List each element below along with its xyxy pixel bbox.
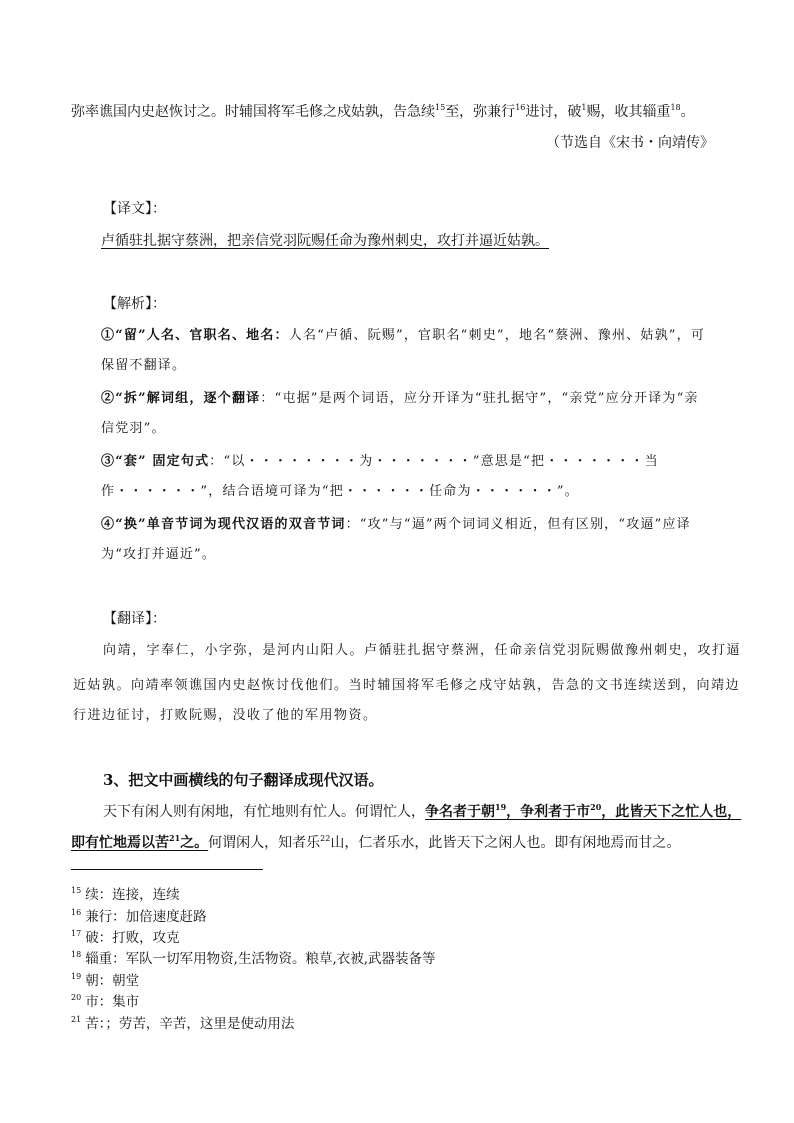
jiexi-item-4-cont: 为“攻打并逼近”。 — [101, 547, 217, 562]
jiexi-item-2 — [101, 389, 699, 409]
footnote-text: 兼行：加倍速度赶路 — [85, 909, 207, 925]
passage-text: 。 — [680, 104, 695, 120]
footnote-number: 18 — [71, 950, 82, 959]
jiexi-item-1 — [101, 326, 705, 346]
jiexi-item-3-text: ：“以・・・・・・・・为・・・・・・・”意思是“把・・・・・・・当 — [209, 454, 659, 469]
jiexi-item-2-cont: 信党羽”。 — [101, 421, 166, 436]
question-3-line — [71, 833, 680, 853]
jiexi-item-3-label: ③“套” 固定句式 — [101, 454, 210, 469]
q3-text: 山，仁者乐水，此皆天下之闲人也。即有闲地焉而甘之。 — [330, 835, 681, 851]
fanyi-heading: 【翻译】： — [103, 611, 166, 627]
footnote-ref-17[interactable]: 1 — [581, 103, 587, 112]
question-3-title: 3、把文中画横线的句子翻译成现代汉语。 — [103, 771, 384, 789]
footnote-text: 朝：朝堂 — [85, 973, 140, 989]
footnote-separator — [71, 869, 263, 870]
jiexi-item-4 — [101, 515, 691, 535]
footnote-ref-22[interactable]: 22 — [320, 834, 331, 843]
jiexi-heading: 【解析】： — [103, 296, 166, 312]
footnote-text: 苦：；劳苦，辛苦，这里是使动用法 — [85, 1016, 295, 1032]
fanyi-line: 近姑孰。向靖率领谯国内史赵恢讨伐他们。当时辅国将军毛修之戍守姑孰，告急的文书连续送到，向靖边 — [73, 678, 741, 693]
footnote-number: 20 — [71, 993, 82, 1002]
footnote-number: 16 — [71, 908, 82, 917]
footnote-text: 续：连接，连续 — [85, 887, 180, 903]
passage-line — [71, 102, 695, 122]
fanyi-line: 向靖，字奉仁，小字弥，是河内山阳人。卢循驻扎据守蔡洲，任命亲信党羽阮赐做豫州刺史，攻打逼 — [103, 643, 742, 658]
jiexi-item-4-label: ④“换”单音节词为现代汉语的双音节词 — [101, 517, 346, 532]
footnote-number: 19 — [71, 972, 82, 981]
q3-underlined-text: 争名者于朝 — [425, 804, 495, 820]
footnote-number: 17 — [71, 929, 82, 938]
jiexi-item-2-label: ②“拆”解词组，逐个翻译 — [101, 391, 261, 406]
footnote-text: 破：打败，攻克 — [85, 930, 180, 946]
jiexi-item-3 — [101, 452, 659, 472]
footnote — [71, 1010, 294, 1034]
jiexi-item-3-cont: 作・・・・・・”，结合语境可译为“把・・・・・・任命为・・・・・・”。 — [101, 484, 579, 499]
footnote — [71, 881, 180, 905]
passage-text: 赐，收其辎重 — [586, 104, 671, 120]
passage-source: （节选自《宋书・向靖传》 — [546, 135, 714, 151]
footnote-ref-21[interactable]: 21 — [169, 833, 181, 843]
q3-underlined-text: 之。 — [180, 835, 209, 851]
q3-underlined-text: ，此皆天下之忙人也， — [601, 804, 742, 820]
q3-underlined-sentence — [425, 804, 741, 820]
footnote-text: 市：集市 — [85, 994, 140, 1010]
footnote-number: 15 — [71, 886, 82, 895]
q3-underlined-sentence — [71, 835, 208, 851]
footnote-number: 21 — [71, 1015, 82, 1024]
footnote-text: 辎重：军队一切军用物资,生活物资。粮草,衣被,武器装备等 — [85, 951, 436, 967]
fanyi-line: 行进边征讨，打败阮赐，没收了他的军用物资。 — [73, 708, 378, 723]
passage-text: 至，弥兼行 — [445, 104, 516, 120]
q3-underlined-text: 即有忙地焉以苦 — [71, 835, 169, 851]
footnote-ref-16[interactable]: 16 — [515, 103, 526, 112]
jiexi-item-1-label: ①“留”人名、官职名、地名： — [101, 328, 289, 343]
yiwen-heading: 【译文】： — [103, 201, 166, 217]
jiexi-item-1-cont: 保留不翻译。 — [101, 358, 187, 373]
yiwen-text: 卢循驻扎据守蔡洲，把亲信党羽阮赐任命为豫州刺史，攻打并逼近姑孰。 — [101, 233, 549, 249]
footnote-ref-18[interactable]: 18 — [670, 103, 681, 112]
jiexi-item-1-text: 人名“卢循、阮赐”，官职名“刺史”，地名“蔡洲、豫州、姑孰”，可 — [288, 328, 706, 343]
q3-text: 天下有闲人则有闲地，有忙地则有忙人。何谓忙人， — [103, 804, 425, 820]
footnote-ref-15[interactable]: 15 — [435, 103, 446, 112]
q3-underlined-text: ，争利者于市 — [506, 804, 591, 820]
footnote-ref-19[interactable]: 19 — [495, 802, 507, 812]
question-3-line — [103, 802, 741, 822]
footnote-ref-20[interactable]: 20 — [590, 802, 602, 812]
passage-text: 进讨，破 — [525, 104, 582, 120]
jiexi-item-2-text: ：“屯据”是两个词语，应分开译为“驻扎据守”，“亲党”应分开译为“亲 — [260, 391, 699, 406]
passage-text: 弥率谯国内史赵恢讨之。时辅国将军毛修之戍姑孰，告急续 — [71, 104, 435, 120]
footnote — [71, 945, 436, 969]
jiexi-item-4-text: ：“攻”与“逼”两个词词义相近，但有区别，“攻逼”应译 — [345, 517, 691, 532]
footnote — [71, 988, 139, 1012]
q3-text: 何谓闲人，知者乐 — [208, 835, 321, 851]
